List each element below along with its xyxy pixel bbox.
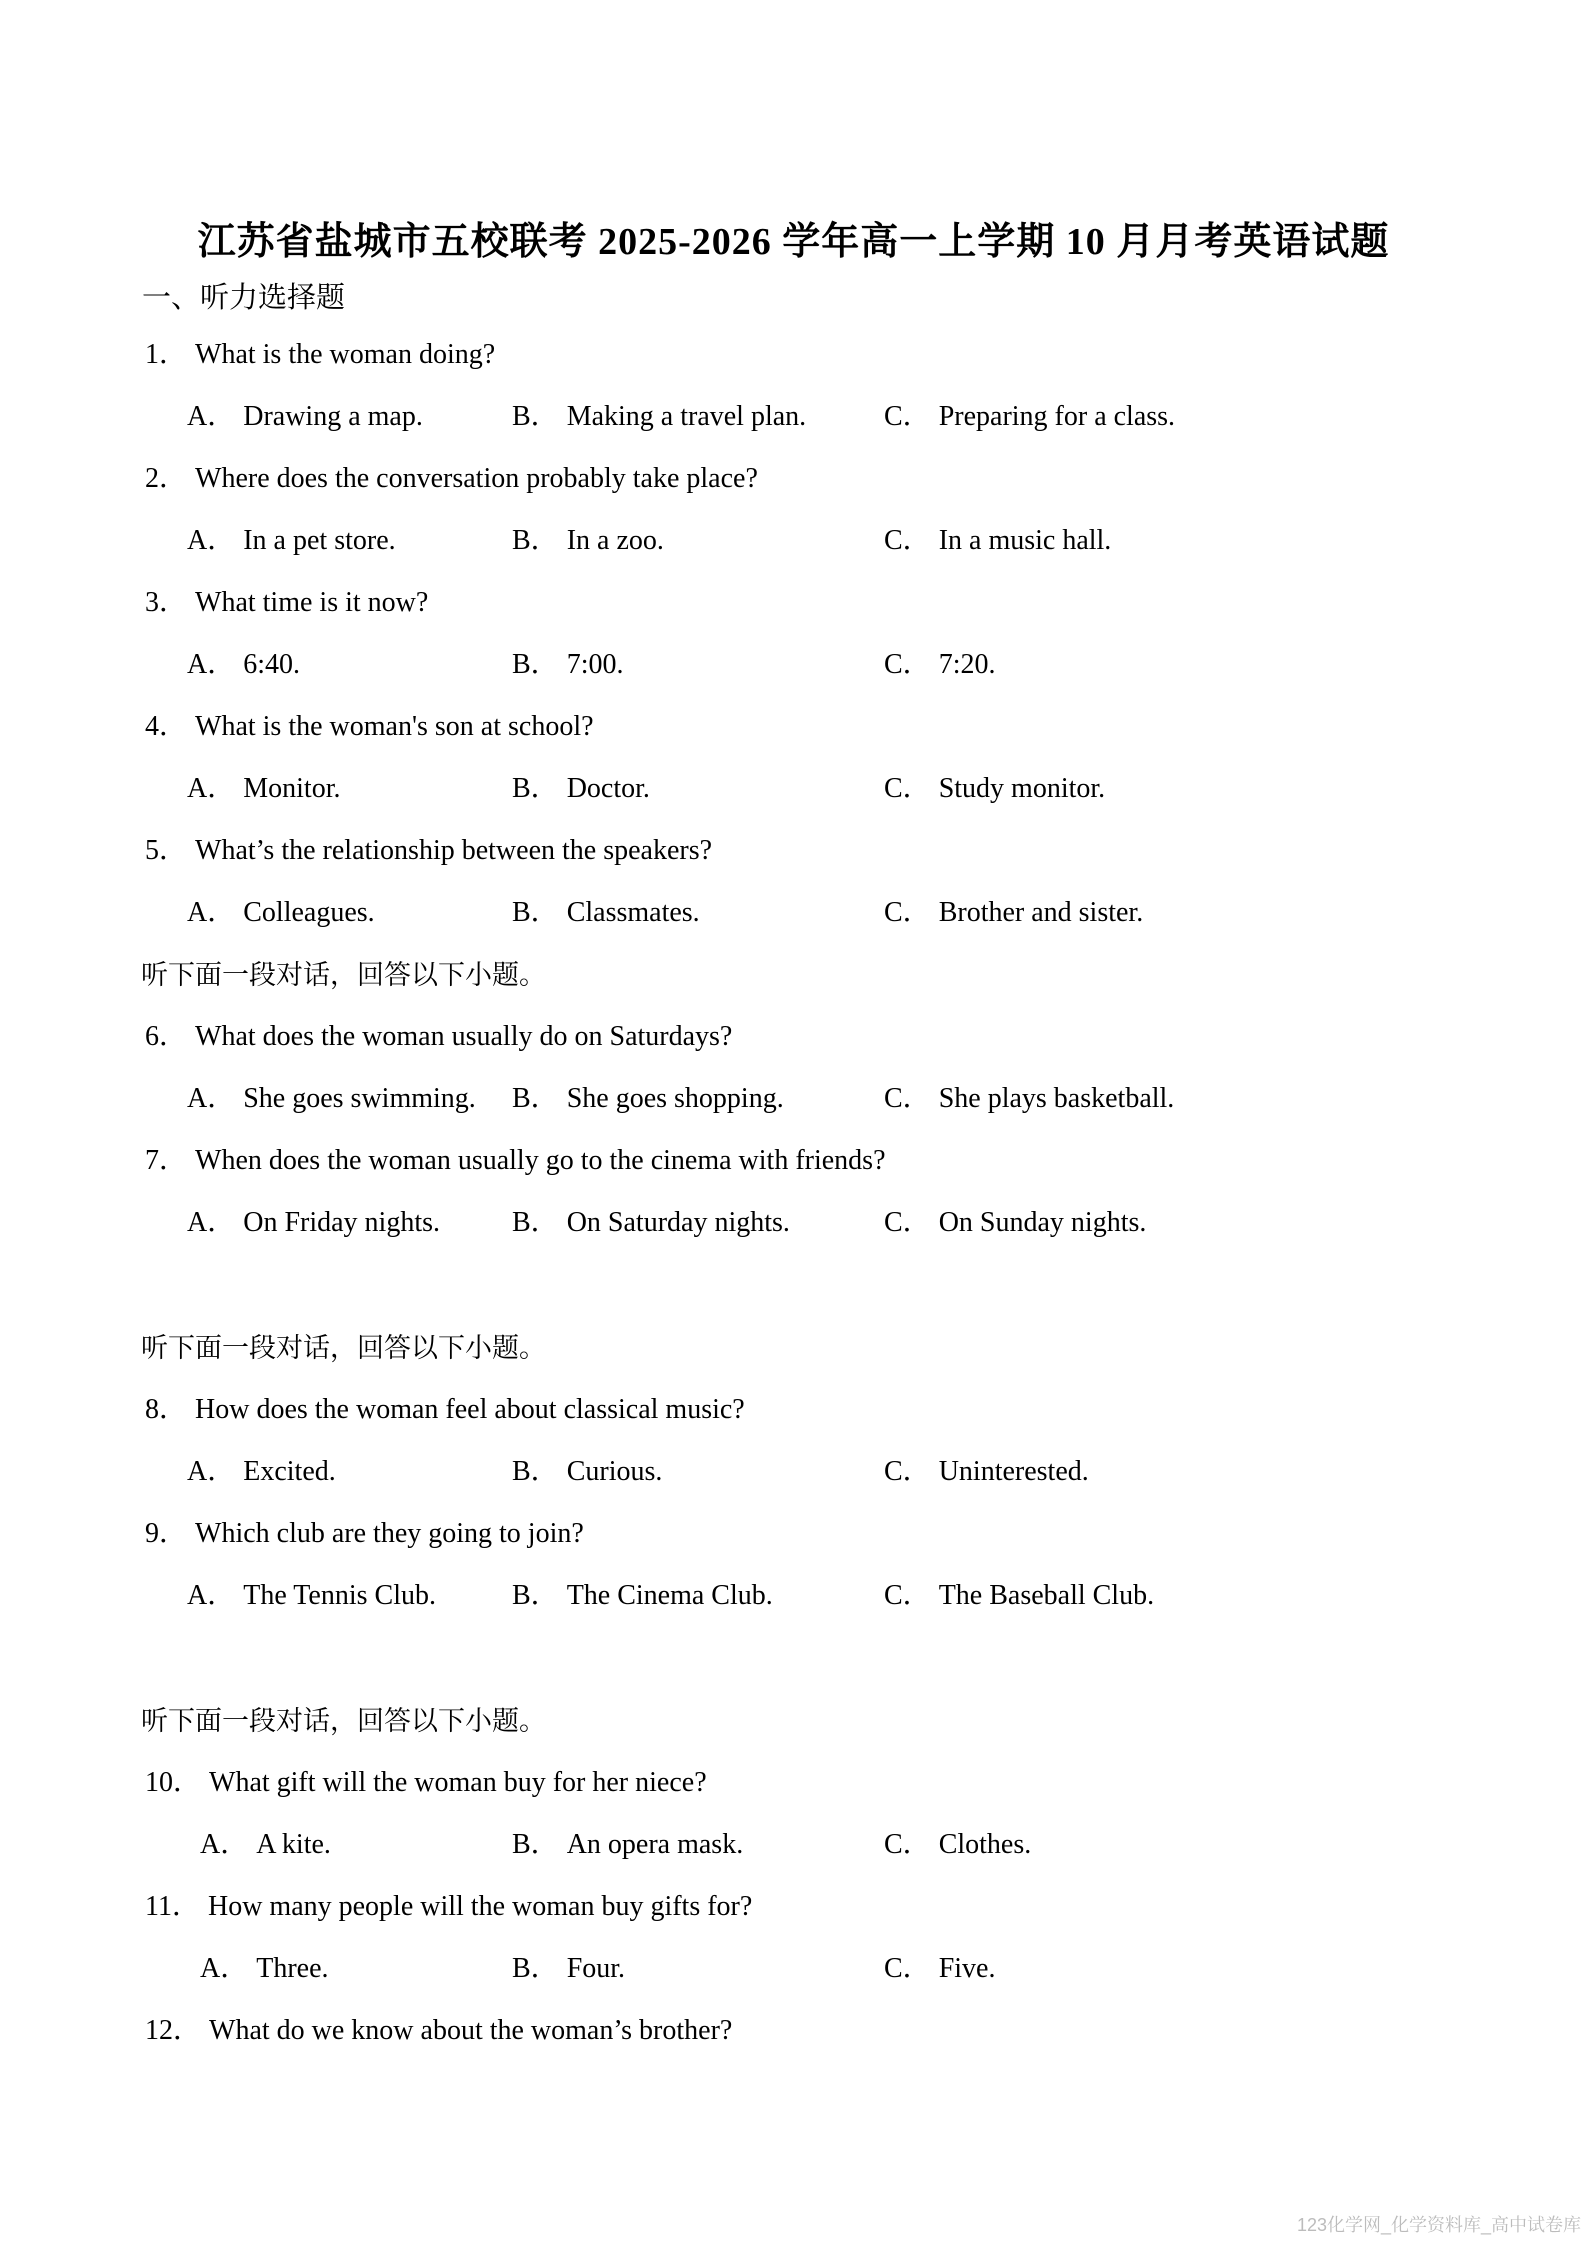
option-b: [512, 1814, 884, 1876]
option-a: [187, 634, 512, 696]
question-1-options: [0, 386, 1587, 448]
option-label: B．: [512, 1829, 559, 1860]
question-5: [0, 820, 1587, 882]
question-number: 4．: [145, 711, 188, 742]
question-3-options: [0, 634, 1587, 696]
option-text: In a pet store.: [243, 525, 396, 556]
option-b: [512, 1068, 884, 1130]
question-number: 11．: [145, 1891, 200, 1922]
option-text: Clothes.: [938, 1829, 1032, 1860]
option-text: Curious.: [566, 1456, 663, 1487]
option-b: [512, 1441, 884, 1503]
option-label: B．: [512, 897, 559, 928]
option-c: [884, 1068, 1174, 1130]
option-c: [884, 634, 995, 696]
option-text: In a zoo.: [566, 525, 664, 556]
option-text: 7:20.: [938, 649, 996, 680]
question-11-options: [0, 1938, 1587, 2000]
question-text: How many people will the woman buy gifts for?: [207, 1891, 753, 1922]
option-a: [187, 882, 512, 944]
question-number: 9．: [145, 1518, 188, 1549]
listen-instruction: 听下面一段对话，回答以下小题。: [141, 960, 546, 990]
option-label: C．: [884, 1083, 931, 1114]
option-c: [884, 386, 1175, 448]
question-5-options: [0, 882, 1587, 944]
option-text: On Friday nights.: [243, 1207, 441, 1238]
option-label: A．: [187, 649, 236, 680]
question-number: 2．: [145, 463, 188, 494]
option-text: Colleagues.: [243, 897, 375, 928]
option-label: B．: [512, 1580, 559, 1611]
option-a: [187, 1192, 512, 1254]
option-label: C．: [884, 1580, 931, 1611]
option-text: Excited.: [243, 1456, 336, 1487]
option-label: C．: [884, 525, 931, 556]
question-10: [0, 1752, 1587, 1814]
option-label: B．: [512, 1207, 559, 1238]
option-text: Brother and sister.: [938, 897, 1144, 928]
listen-instruction: 听下面一段对话，回答以下小题。: [141, 1706, 546, 1736]
question-11: [0, 1876, 1587, 1938]
question-2: [0, 448, 1587, 510]
question-text: What is the woman doing?: [195, 339, 496, 370]
option-text: The Tennis Club.: [243, 1580, 436, 1611]
option-text: 6:40.: [243, 649, 301, 680]
option-label: A．: [200, 1953, 249, 1984]
option-label: B．: [512, 773, 559, 804]
option-text: 7:00.: [566, 649, 624, 680]
question-10-options: [0, 1814, 1587, 1876]
option-text: Drawing a map.: [243, 401, 423, 432]
question-3: [0, 572, 1587, 634]
option-a: [187, 1441, 512, 1503]
option-label: A．: [187, 401, 236, 432]
question-6: [0, 1006, 1587, 1068]
option-a: [187, 510, 512, 572]
option-a: [187, 758, 512, 820]
option-a: [187, 1565, 512, 1627]
option-b: [512, 758, 884, 820]
option-text: In a music hall.: [938, 525, 1112, 556]
option-c: [884, 882, 1143, 944]
option-b: [512, 510, 884, 572]
option-text: On Saturday nights.: [566, 1207, 790, 1238]
question-2-options: [0, 510, 1587, 572]
option-text: An opera mask.: [566, 1829, 744, 1860]
option-text: Five.: [938, 1953, 996, 1984]
option-label: A．: [187, 1083, 236, 1114]
option-label: C．: [884, 773, 931, 804]
option-c: [884, 1938, 995, 2000]
option-a: [187, 386, 512, 448]
option-c: [884, 758, 1105, 820]
option-text: Monitor.: [243, 773, 341, 804]
option-text: She goes shopping.: [566, 1083, 784, 1114]
question-4: [0, 696, 1587, 758]
watermark: 123化学网_化学资料库_高中试卷库: [1296, 2215, 1581, 2235]
question-9-options: [0, 1565, 1587, 1627]
option-text: Doctor.: [566, 773, 650, 804]
question-number: 7．: [145, 1145, 188, 1176]
option-b: [512, 1565, 884, 1627]
option-b: [512, 1938, 884, 2000]
question-12: [0, 2000, 1587, 2062]
option-label: A．: [187, 1207, 236, 1238]
option-text: Study monitor.: [938, 773, 1106, 804]
question-number: 6．: [145, 1021, 188, 1052]
option-text: A kite.: [256, 1829, 331, 1860]
question-number: 5．: [145, 835, 188, 866]
question-text: How does the woman feel about classical music?: [195, 1394, 745, 1425]
option-label: B．: [512, 1456, 559, 1487]
option-c: [884, 510, 1111, 572]
question-text: Which club are they going to join?: [195, 1518, 584, 1549]
option-label: C．: [884, 1953, 931, 1984]
option-label: B．: [512, 649, 559, 680]
option-a: [200, 1938, 512, 2000]
option-b: [512, 386, 884, 448]
option-b: [512, 882, 884, 944]
option-label: A．: [187, 525, 236, 556]
option-text: The Baseball Club.: [938, 1580, 1155, 1611]
option-label: B．: [512, 1953, 559, 1984]
option-label: C．: [884, 897, 931, 928]
question-number: 3．: [145, 587, 188, 618]
option-label: A．: [200, 1829, 249, 1860]
option-label: B．: [512, 401, 559, 432]
question-number: 1．: [145, 339, 188, 370]
question-text: What does the woman usually do on Saturdays?: [195, 1021, 733, 1052]
option-label: B．: [512, 1083, 559, 1114]
option-label: A．: [187, 897, 236, 928]
question-1: [0, 324, 1587, 386]
option-text: Making a travel plan.: [566, 401, 807, 432]
question-8: [0, 1379, 1587, 1441]
question-text: What time is it now?: [195, 587, 429, 618]
option-c: [884, 1565, 1154, 1627]
question-6-options: [0, 1068, 1587, 1130]
option-c: [884, 1814, 1031, 1876]
option-text: She plays basketball.: [938, 1083, 1175, 1114]
option-text: Classmates.: [566, 897, 700, 928]
question-text: What is the woman's son at school?: [195, 711, 594, 742]
exam-title: 江苏省盐城市五校联考 2025-2026 学年高一上学期 10 月月考英语试题: [197, 221, 1390, 263]
question-text: Where does the conversation probably take place?: [195, 463, 758, 494]
option-label: C．: [884, 649, 931, 680]
option-text: Three.: [256, 1953, 329, 1984]
option-label: C．: [884, 1829, 931, 1860]
option-label: A．: [187, 773, 236, 804]
option-label: A．: [187, 1580, 236, 1611]
question-text: When does the woman usually go to the cinema with friends?: [195, 1145, 886, 1176]
option-label: C．: [884, 1207, 931, 1238]
option-text: On Sunday nights.: [938, 1207, 1147, 1238]
option-label: C．: [884, 401, 931, 432]
option-text: The Cinema Club.: [566, 1580, 773, 1611]
question-number: 10．: [145, 1767, 202, 1798]
option-label: C．: [884, 1456, 931, 1487]
option-text: Four.: [566, 1953, 626, 1984]
option-text: She goes swimming.: [243, 1083, 476, 1114]
option-label: B．: [512, 525, 559, 556]
question-text: What do we know about the woman’s brother?: [209, 2015, 733, 2046]
option-text: Uninterested.: [938, 1456, 1089, 1487]
question-number: 12．: [145, 2015, 202, 2046]
option-label: A．: [187, 1456, 236, 1487]
section-heading: 一、听力选择题: [142, 282, 346, 314]
question-number: 8．: [145, 1394, 188, 1425]
question-7: [0, 1130, 1587, 1192]
option-c: [884, 1441, 1089, 1503]
option-b: [512, 634, 884, 696]
option-text: Preparing for a class.: [938, 401, 1176, 432]
question-7-options: [0, 1192, 1587, 1254]
question-4-options: [0, 758, 1587, 820]
option-c: [884, 1192, 1146, 1254]
question-8-options: [0, 1441, 1587, 1503]
question-9: [0, 1503, 1587, 1565]
listen-instruction: 听下面一段对话，回答以下小题。: [141, 1333, 546, 1363]
option-a: [200, 1814, 512, 1876]
option-b: [512, 1192, 884, 1254]
question-text: What gift will the woman buy for her niece?: [209, 1767, 707, 1798]
question-text: What’s the relationship between the speakers?: [195, 835, 713, 866]
option-a: [187, 1068, 512, 1130]
